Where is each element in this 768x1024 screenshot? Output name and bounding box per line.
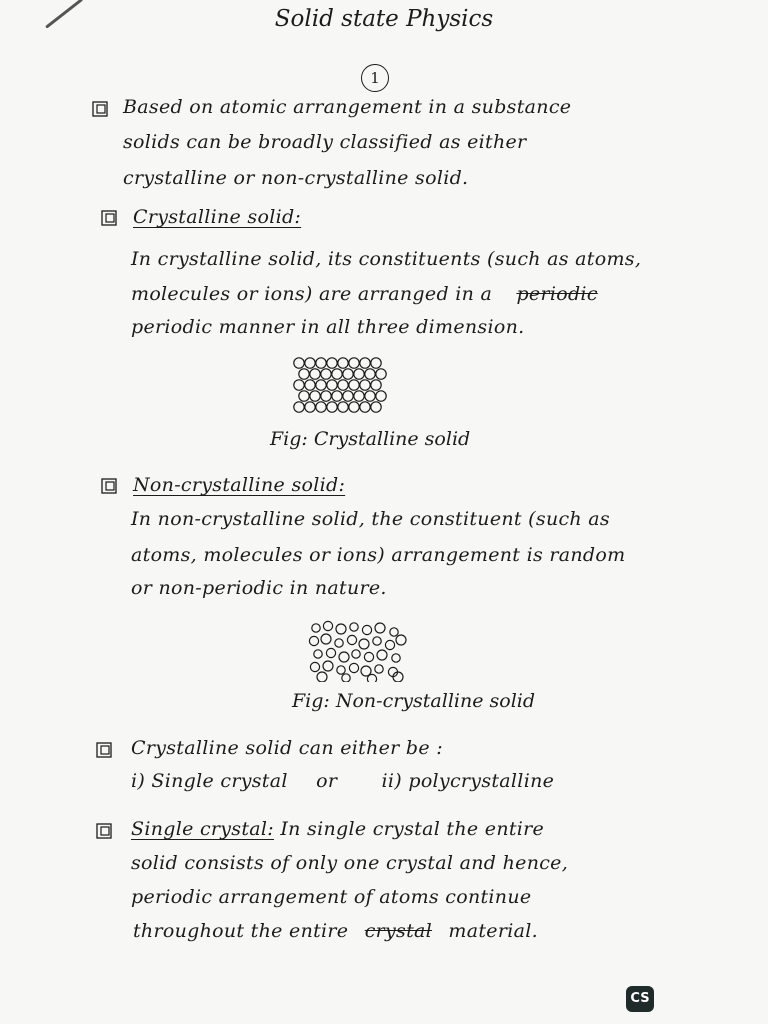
intro-line-1: Based on atomic arrangement in a substance	[123, 96, 572, 118]
intro-line-2: solids can be broadly classified as either	[123, 131, 527, 153]
page-title: Solid state Physics	[274, 6, 494, 32]
struck-word: periodic	[516, 283, 598, 305]
lattice-atom	[294, 380, 304, 390]
lattice-atom	[343, 369, 353, 379]
bullet-box-icon	[101, 210, 117, 226]
lattice-atom	[360, 402, 370, 412]
lattice-atom	[294, 402, 304, 412]
random-atom	[377, 650, 387, 660]
random-atom	[385, 640, 394, 649]
random-atom	[337, 666, 345, 674]
noncrystalline-figure	[306, 620, 408, 682]
types-options	[131, 770, 554, 792]
lattice-atom	[343, 391, 353, 401]
struck-word: crystal	[364, 920, 433, 942]
lattice-atom	[327, 380, 337, 390]
random-atom	[362, 625, 371, 634]
lattice-atom	[371, 358, 381, 368]
crystalline-heading: Crystalline solid:	[133, 206, 302, 228]
random-atom	[364, 652, 373, 661]
random-atom	[359, 639, 369, 649]
option-single-crystal: i) Single crystal	[131, 770, 288, 792]
lattice-atom	[332, 391, 342, 401]
crystalline-line-3: periodic manner in all three dimension.	[131, 316, 525, 338]
single-crystal-line-1	[131, 818, 544, 840]
lattice-atom	[321, 391, 331, 401]
lattice-atom	[360, 358, 370, 368]
bullet-box-icon	[96, 823, 112, 839]
lattice-atom	[371, 402, 381, 412]
random-atom	[317, 672, 327, 682]
lattice-atom	[310, 369, 320, 379]
lattice-atom	[354, 369, 364, 379]
random-atom	[310, 662, 319, 671]
lattice-atom	[305, 402, 315, 412]
random-atom	[390, 628, 398, 636]
single-crystal-line-4-text: throughout the entire	[133, 920, 349, 942]
option-polycrystalline: ii) polycrystalline	[381, 770, 555, 792]
lattice-atom	[360, 380, 370, 390]
lattice-atom	[305, 380, 315, 390]
noncrystalline-figure-caption: Fig: Non-crystalline solid	[292, 690, 536, 712]
crystalline-line-2	[131, 283, 598, 305]
lattice-atom	[294, 358, 304, 368]
page-number: 1	[361, 64, 389, 92]
lattice-atom	[376, 391, 386, 401]
random-atom	[375, 623, 385, 633]
single-crystal-line-1-text: In single crystal the entire	[280, 818, 545, 840]
random-atom	[392, 654, 400, 662]
noncrystalline-line-1: In non-crystalline solid, the constituent (such as	[131, 508, 610, 530]
lattice-atom	[338, 380, 348, 390]
random-atom	[309, 636, 318, 645]
bullet-box-icon	[101, 478, 117, 494]
lattice-atom	[310, 391, 320, 401]
crystalline-line-1: In crystalline solid, its constituents (such as atoms,	[131, 248, 642, 270]
lattice-atom	[365, 369, 375, 379]
random-atom	[339, 652, 349, 662]
crystalline-line-2-text: molecules or ions) are arranged in a	[131, 283, 493, 305]
random-atom	[367, 674, 376, 682]
intro-line-3: crystalline or non-crystalline solid.	[123, 167, 469, 189]
types-line-1: Crystalline solid can either be :	[131, 737, 443, 759]
lattice-atom	[327, 358, 337, 368]
lattice-atom	[338, 402, 348, 412]
random-atom	[312, 624, 320, 632]
lattice-atom	[316, 402, 326, 412]
lattice-atom	[338, 358, 348, 368]
lattice-atom	[365, 391, 375, 401]
lattice-atom	[299, 391, 309, 401]
bullet-box-icon	[92, 101, 108, 117]
single-crystal-line-4-end: material.	[448, 920, 538, 942]
random-atom	[321, 634, 331, 644]
random-atom	[349, 663, 358, 672]
random-atom	[335, 639, 343, 647]
random-atom	[373, 637, 381, 645]
noncrystalline-line-2: atoms, molecules or ions) arrangement is random	[131, 544, 626, 566]
camscanner-badge: CS	[626, 986, 654, 1012]
lattice-atom	[327, 402, 337, 412]
noncrystalline-heading: Non-crystalline solid:	[133, 474, 346, 496]
random-atom	[347, 635, 356, 644]
lattice-atom	[354, 391, 364, 401]
lattice-atom	[316, 380, 326, 390]
lattice-atom	[332, 369, 342, 379]
single-crystal-line-3: periodic arrangement of atoms continue	[131, 886, 532, 908]
random-atom	[352, 650, 360, 658]
option-or: or	[316, 770, 338, 792]
crystalline-figure-caption: Fig: Crystalline solid	[270, 428, 471, 450]
random-atom	[314, 650, 322, 658]
lattice-atom	[371, 380, 381, 390]
single-crystal-heading: Single crystal:	[131, 818, 275, 840]
lattice-atom	[305, 358, 315, 368]
lattice-atom	[349, 402, 359, 412]
random-atom	[336, 624, 346, 634]
lattice-atom	[316, 358, 326, 368]
lattice-atom	[376, 369, 386, 379]
single-crystal-line-4	[133, 920, 538, 942]
lattice-atom	[299, 369, 309, 379]
noncrystalline-line-3: or non-periodic in nature.	[131, 577, 387, 599]
random-atom	[323, 621, 332, 630]
lattice-atom	[349, 380, 359, 390]
bullet-box-icon	[96, 742, 112, 758]
lattice-atom	[321, 369, 331, 379]
lattice-atom	[349, 358, 359, 368]
random-atom	[396, 635, 406, 645]
single-crystal-line-2: solid consists of only one crystal and hence,	[131, 852, 569, 874]
random-atom	[342, 674, 350, 682]
random-atom	[326, 648, 335, 657]
crystalline-lattice-figure	[292, 356, 392, 416]
random-atom	[350, 623, 358, 631]
random-atom	[323, 661, 333, 671]
random-atom	[375, 665, 383, 673]
random-atom	[393, 672, 403, 682]
